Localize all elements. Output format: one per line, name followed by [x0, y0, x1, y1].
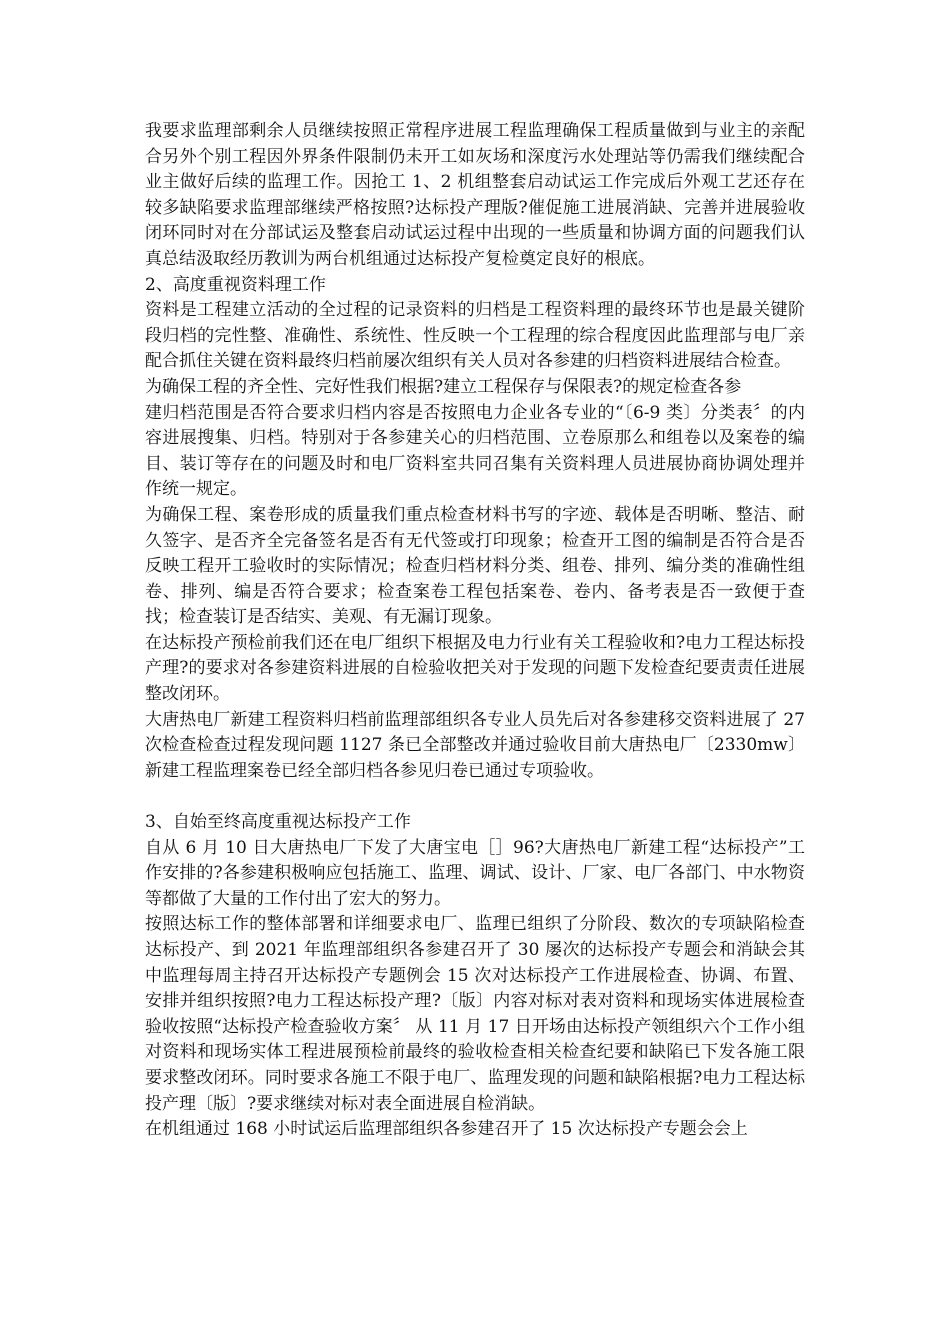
paragraph-records-importance: 资料是工程建立活动的全过程的记录资料的归档是工程资料理的最终环节也是最关键阶段归档的完性整、准确性、系统性、性反映一个工程理的综合程度因此监理部与电厂亲配合抓住关键在资料最终归档前屡次组织有关人员对各参建的归档资料进展结合检查。: [145, 300, 805, 372]
paragraph-quality-checks: 为确保工程、案卷形成的质量我们重点检查材料书写的字迹、载体是否明晰、整洁、耐久签字、是否齐全完备签名是否有无代签或打印现象；检查开工图的编制是否符合是否反映工程开工验收时的实际情况；检查归档材料分类、组卷、排列、编分类的准确性组卷、排列、编是否符合要求；检查案卷工程包括案卷、卷内、备考表是否一致便于查找；检查装订是否结实、美观、有无漏订现象。: [145, 504, 805, 628]
paragraph-supervision-continuation: 我要求监理部剩余人员继续按照正常程序进展工程监理确保工程质量做到与业主的亲配合另外个别工程因外界条件限制仍未开工如灰场和深度污水处理站等仍需我们继续配合业主做好后续的监理工作。因抢工 1、2 机组整套启动试运工作完成后外观工艺还存在较多缺陷要求监理部继续严格按照?达标投产理版?催促施工进展消缺、完善并进展验收闭环同时对在分部试运及整套启动试运过程中出现的一些质量和协调方面的问题我们认真总结汲取经历教训为两台机组通过达标投产复检奠定良好的根底。: [145, 121, 805, 269]
section-heading-standards-production: 3、自始至终高度重视达标投产工作: [145, 812, 411, 833]
blank-line: [145, 784, 805, 810]
paragraph-precheck-acceptance: 在达标投产预检前我们还在电厂组织下根据及电力行业有关工程验收和?电力工程达标投产理?的要求对各参建资料进展的自检验收把关对于发现的问题下发检查纪要责责任进展整改闭环。: [145, 632, 805, 705]
paragraph-records-completeness: 为确保工程的齐全性、完好性我们根据?建立工程保存与保限表?的规定检查各参: [145, 376, 742, 397]
document-body: [145, 119, 811, 1143]
paragraph-inspection-results: 大唐热电厂新建工程资料归档前监理部组织各专业人员先后对各参建移交资料进展了 27 次检查检查过程发现问题 1127 条已全部整改并通过验收目前大唐热电厂〔2330mw〕新建工程监理案卷已经全部归档各参见归卷已通过专项验收。: [145, 709, 811, 781]
paragraph-archiving-scope: 建归档范围是否符合要求归档内容是否按照电力企业各专业的“〔6-9 类〕分类表〞的内容进展搜集、归档。特别对于各参建关心的归档范围、立卷原那么和组卷以及案卷的编目、装订等存在的问题及时和电厂资料室共同召集有关资料理人员进展协商协调处理并作统一规定。: [145, 402, 805, 500]
paragraph-post-trial-run: 在机组通过 168 小时试运后监理部组织各参建召开了 15 次达标投产专题会会上: [145, 1119, 748, 1140]
paragraph-deployment-details: 按照达标工作的整体部署和详细要求电厂、监理已组织了分阶段、数次的专项缺陷检查达标投产、到 2021 年监理部组织各参建召开了 30 屡次的达标投产专题会和消缺会其中监理每周主持召开达标投产专题例会 15 次对达标投产工作进展检查、协调、布置、安排并组织按照?电力工程达标投产理?〔版〕内容对标对表对资料和现场实体进展检查验收按照“达标投产检查验收方案〞 从 11 月 17 日开场由达标投产领组织六个工作小组对资料和现场实体工程进展预检前最终的验收检查相关检查纪要和缺陷已下发各施工限要求整改闭环。同时要求各施工不限于电厂、监理发现的问题和缺陷根据?电力工程达标投产理〔版〕?要求继续对标对表全面进展自检消缺。: [145, 914, 805, 1114]
section-heading-records-management: 2、高度重视资料理工作: [145, 274, 326, 295]
paragraph-work-arrangement: 自从 6 月 10 日大唐热电厂下发了大唐宝电［］96?大唐热电厂新建工程“达标投产”工作安排的?各参建积极响应包括施工、监理、调试、设计、厂家、电厂各部门、中水物资等都做了大量的工作付出了宏大的努力。: [145, 837, 805, 909]
